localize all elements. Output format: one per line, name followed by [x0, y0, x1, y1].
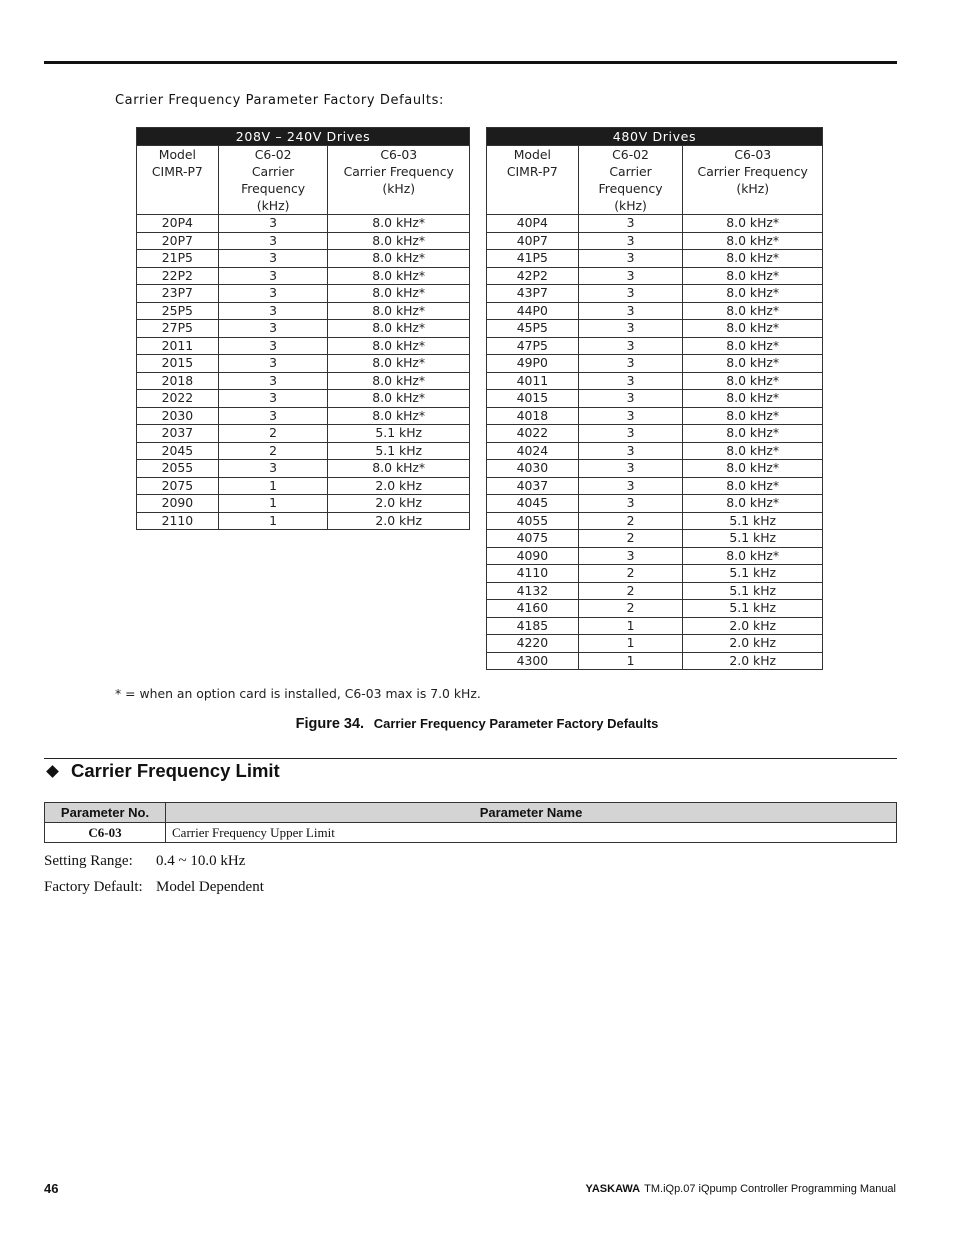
- c6-02-cell: 3: [218, 390, 328, 408]
- c6-02-cell: 3: [218, 267, 328, 285]
- c6-02-cell: 3: [578, 250, 683, 268]
- table-row: [137, 337, 470, 355]
- table-row: [487, 285, 823, 303]
- table-row: [137, 215, 470, 233]
- c6-03-cell: 8.0 kHz*: [683, 302, 823, 320]
- c6-03-cell: 8.0 kHz*: [328, 460, 470, 478]
- model-cell: 42P2: [487, 267, 579, 285]
- model-cell: 4110: [487, 565, 579, 583]
- figure-heading: Carrier Frequency Parameter Factory Defaults:: [115, 93, 444, 108]
- c6-03-cell: 8.0 kHz*: [683, 442, 823, 460]
- c6-02-cell: 3: [218, 355, 328, 373]
- table-row: [137, 302, 470, 320]
- c6-02-cell: 2: [218, 425, 328, 443]
- c6-02-cell: 1: [578, 635, 683, 653]
- c6-03-cell: 8.0 kHz*: [328, 250, 470, 268]
- model-cell: 4045: [487, 495, 579, 513]
- table-208v-body: [137, 215, 470, 530]
- c6-03-cell: 8.0 kHz*: [683, 372, 823, 390]
- model-cell: 4090: [487, 547, 579, 565]
- c6-03-cell: 8.0 kHz*: [328, 267, 470, 285]
- section-title: Carrier Frequency Limit: [71, 760, 280, 781]
- c6-03-cell: 8.0 kHz*: [683, 285, 823, 303]
- figure-title: Carrier Frequency Parameter Factory Defaults: [373, 716, 659, 731]
- c6-02-cell: 3: [578, 302, 683, 320]
- table-row: [487, 442, 823, 460]
- model-cell: 2018: [137, 372, 219, 390]
- model-cell: 2055: [137, 460, 219, 478]
- model-cell: 2030: [137, 407, 219, 425]
- table-480v-drives: [486, 127, 823, 670]
- c6-02-cell: 3: [578, 495, 683, 513]
- c6-02-cell: 3: [218, 302, 328, 320]
- c6-03-cell: 2.0 kHz: [328, 512, 470, 530]
- header-c6-03: C6-03 Carrier Frequency (kHz): [328, 146, 470, 215]
- c6-03-cell: 8.0 kHz*: [328, 215, 470, 233]
- c6-02-cell: 3: [218, 337, 328, 355]
- c6-02-cell: 2: [578, 512, 683, 530]
- c6-03-cell: 2.0 kHz: [328, 477, 470, 495]
- top-rule: [44, 61, 897, 64]
- table-row: [137, 390, 470, 408]
- c6-03-cell: 2.0 kHz: [683, 652, 823, 670]
- table-row: [487, 652, 823, 670]
- table-row: [487, 250, 823, 268]
- table-row: [137, 250, 470, 268]
- c6-02-cell: 3: [578, 285, 683, 303]
- table-row: [487, 302, 823, 320]
- c6-03-cell: 8.0 kHz*: [328, 372, 470, 390]
- parameter-table: [44, 802, 897, 843]
- c6-03-cell: 5.1 kHz: [683, 582, 823, 600]
- model-cell: 40P4: [487, 215, 579, 233]
- model-cell: 2011: [137, 337, 219, 355]
- model-cell: 4220: [487, 635, 579, 653]
- model-cell: 2022: [137, 390, 219, 408]
- c6-02-cell: 3: [578, 460, 683, 478]
- model-cell: 4024: [487, 442, 579, 460]
- c6-03-cell: 5.1 kHz: [683, 530, 823, 548]
- model-cell: 20P7: [137, 232, 219, 250]
- c6-02-cell: 2: [578, 582, 683, 600]
- c6-02-cell: 2: [218, 442, 328, 460]
- model-cell: 25P5: [137, 302, 219, 320]
- model-cell: 47P5: [487, 337, 579, 355]
- table-208v-drives: [136, 127, 470, 530]
- model-cell: 41P5: [487, 250, 579, 268]
- page-number: 46: [44, 1181, 59, 1196]
- model-cell: 4022: [487, 425, 579, 443]
- c6-02-cell: 3: [218, 250, 328, 268]
- c6-03-cell: 8.0 kHz*: [683, 250, 823, 268]
- c6-03-cell: 8.0 kHz*: [683, 477, 823, 495]
- c6-03-cell: 8.0 kHz*: [683, 547, 823, 565]
- c6-02-cell: 1: [578, 652, 683, 670]
- table-header-row: [137, 146, 470, 215]
- figure-caption: [0, 716, 954, 732]
- footnote: * = when an option card is installed, C6-03 max is 7.0 kHz.: [115, 686, 481, 701]
- table-row: [487, 215, 823, 233]
- table-row: [487, 407, 823, 425]
- table-row: [137, 320, 470, 338]
- c6-03-cell: 8.0 kHz*: [328, 285, 470, 303]
- table-row: [487, 320, 823, 338]
- table-row: [137, 442, 470, 460]
- c6-03-cell: 2.0 kHz: [683, 635, 823, 653]
- table-row: [487, 617, 823, 635]
- table-row: [137, 372, 470, 390]
- model-cell: 4011: [487, 372, 579, 390]
- table-row: [487, 582, 823, 600]
- table-row: [487, 512, 823, 530]
- c6-02-cell: 1: [218, 512, 328, 530]
- c6-02-cell: 3: [578, 425, 683, 443]
- header-parameter-name: Parameter Name: [166, 803, 897, 823]
- model-cell: 2110: [137, 512, 219, 530]
- model-cell: 21P5: [137, 250, 219, 268]
- model-cell: 43P7: [487, 285, 579, 303]
- header-c6-03: C6-03 Carrier Frequency (kHz): [683, 146, 823, 215]
- table-row: [137, 355, 470, 373]
- table-row: [487, 425, 823, 443]
- c6-02-cell: 3: [578, 355, 683, 373]
- c6-03-cell: 5.1 kHz: [683, 512, 823, 530]
- c6-03-cell: 2.0 kHz: [683, 617, 823, 635]
- table-header-row: [487, 146, 823, 215]
- c6-03-cell: 8.0 kHz*: [683, 215, 823, 233]
- table-row: [487, 337, 823, 355]
- table-row: [137, 425, 470, 443]
- c6-03-cell: 5.1 kHz: [328, 425, 470, 443]
- table-row: [45, 823, 897, 843]
- table-480v-title: 480V Drives: [487, 128, 823, 146]
- c6-03-cell: 8.0 kHz*: [683, 232, 823, 250]
- setting-range: [44, 853, 245, 870]
- c6-02-cell: 2: [578, 565, 683, 583]
- model-cell: 4075: [487, 530, 579, 548]
- header-c6-02: C6-02 Carrier Frequency (kHz): [218, 146, 328, 215]
- model-cell: 40P7: [487, 232, 579, 250]
- model-cell: 2075: [137, 477, 219, 495]
- c6-03-cell: 8.0 kHz*: [683, 267, 823, 285]
- table-row: [137, 285, 470, 303]
- c6-02-cell: 3: [578, 407, 683, 425]
- c6-03-cell: 8.0 kHz*: [328, 355, 470, 373]
- c6-02-cell: 1: [578, 617, 683, 635]
- model-cell: 4018: [487, 407, 579, 425]
- model-cell: 4132: [487, 582, 579, 600]
- c6-03-cell: 8.0 kHz*: [328, 337, 470, 355]
- model-cell: 20P4: [137, 215, 219, 233]
- model-cell: 4030: [487, 460, 579, 478]
- model-cell: 4185: [487, 617, 579, 635]
- table-row: [137, 477, 470, 495]
- table-row: [487, 372, 823, 390]
- model-cell: 2015: [137, 355, 219, 373]
- c6-03-cell: 5.1 kHz: [683, 600, 823, 618]
- table-row: [137, 267, 470, 285]
- model-cell: 4055: [487, 512, 579, 530]
- c6-02-cell: 3: [578, 215, 683, 233]
- c6-02-cell: 1: [218, 477, 328, 495]
- c6-03-cell: 8.0 kHz*: [683, 407, 823, 425]
- c6-03-cell: 8.0 kHz*: [328, 302, 470, 320]
- table-row: [487, 565, 823, 583]
- c6-02-cell: 3: [218, 232, 328, 250]
- model-cell: 27P5: [137, 320, 219, 338]
- model-cell: 23P7: [137, 285, 219, 303]
- c6-03-cell: 5.1 kHz: [683, 565, 823, 583]
- footer-manual-title: TM.iQp.07 iQpump Controller Programming Manual: [644, 1183, 896, 1195]
- header-model: Model CIMR-P7: [487, 146, 579, 215]
- table-row: [487, 355, 823, 373]
- c6-02-cell: 3: [578, 477, 683, 495]
- factory-default: [44, 879, 264, 896]
- section-heading: [44, 760, 280, 782]
- c6-03-cell: 8.0 kHz*: [328, 407, 470, 425]
- model-cell: 2090: [137, 495, 219, 513]
- header-model: Model CIMR-P7: [137, 146, 219, 215]
- c6-03-cell: 8.0 kHz*: [683, 425, 823, 443]
- model-cell: 49P0: [487, 355, 579, 373]
- model-cell: 44P0: [487, 302, 579, 320]
- model-cell: 4160: [487, 600, 579, 618]
- model-cell: 2037: [137, 425, 219, 443]
- table-row: [487, 530, 823, 548]
- c6-03-cell: 8.0 kHz*: [683, 390, 823, 408]
- c6-02-cell: 3: [218, 460, 328, 478]
- table-row: [137, 495, 470, 513]
- c6-03-cell: 8.0 kHz*: [683, 337, 823, 355]
- c6-03-cell: 2.0 kHz: [328, 495, 470, 513]
- c6-03-cell: 8.0 kHz*: [683, 355, 823, 373]
- table-208v-title: 208V – 240V Drives: [137, 128, 470, 146]
- c6-02-cell: 3: [578, 232, 683, 250]
- factory-default-value: Model Dependent: [156, 879, 264, 895]
- setting-range-value: 0.4 ~ 10.0 kHz: [156, 853, 246, 869]
- c6-02-cell: 3: [578, 442, 683, 460]
- table-row: [487, 635, 823, 653]
- figure-label: Figure 34.: [295, 716, 365, 732]
- table-row: [487, 267, 823, 285]
- c6-02-cell: 3: [218, 285, 328, 303]
- table-row: [137, 407, 470, 425]
- footer-brand: YASKAWA: [585, 1183, 641, 1195]
- model-cell: 45P5: [487, 320, 579, 338]
- c6-03-cell: 8.0 kHz*: [683, 495, 823, 513]
- model-cell: 4300: [487, 652, 579, 670]
- c6-02-cell: 3: [578, 372, 683, 390]
- header-parameter-no: Parameter No.: [45, 803, 166, 823]
- table-row: [137, 512, 470, 530]
- table-480v-body: [487, 215, 823, 670]
- c6-03-cell: 8.0 kHz*: [328, 390, 470, 408]
- c6-02-cell: 2: [578, 600, 683, 618]
- c6-02-cell: 3: [578, 267, 683, 285]
- footer-title: [586, 1183, 896, 1195]
- c6-02-cell: 3: [578, 320, 683, 338]
- c6-02-cell: 1: [218, 495, 328, 513]
- c6-02-cell: 3: [218, 320, 328, 338]
- table-row: [487, 477, 823, 495]
- table-row: [487, 390, 823, 408]
- diamond-bullet-icon: [46, 765, 59, 778]
- table-row: [137, 460, 470, 478]
- c6-02-cell: 3: [218, 407, 328, 425]
- c6-02-cell: 3: [218, 372, 328, 390]
- parameter-name: Carrier Frequency Upper Limit: [166, 823, 897, 843]
- table-row: [487, 460, 823, 478]
- c6-02-cell: 3: [218, 215, 328, 233]
- setting-range-label: Setting Range:: [44, 853, 133, 869]
- parameter-number: C6-03: [45, 823, 166, 843]
- c6-03-cell: 8.0 kHz*: [683, 460, 823, 478]
- c6-03-cell: 5.1 kHz: [328, 442, 470, 460]
- model-cell: 2045: [137, 442, 219, 460]
- factory-default-label: Factory Default:: [44, 879, 143, 895]
- model-cell: 4015: [487, 390, 579, 408]
- c6-03-cell: 8.0 kHz*: [328, 232, 470, 250]
- table-row: [487, 547, 823, 565]
- c6-03-cell: 8.0 kHz*: [328, 320, 470, 338]
- header-c6-02: C6-02 Carrier Frequency (kHz): [578, 146, 683, 215]
- table-row: [487, 495, 823, 513]
- table-row: [487, 232, 823, 250]
- c6-02-cell: 2: [578, 530, 683, 548]
- c6-02-cell: 3: [578, 547, 683, 565]
- model-cell: 22P2: [137, 267, 219, 285]
- c6-02-cell: 3: [578, 390, 683, 408]
- section-rule: [44, 758, 897, 759]
- table-row: [487, 600, 823, 618]
- c6-02-cell: 3: [578, 337, 683, 355]
- table-row: [137, 232, 470, 250]
- c6-03-cell: 8.0 kHz*: [683, 320, 823, 338]
- model-cell: 4037: [487, 477, 579, 495]
